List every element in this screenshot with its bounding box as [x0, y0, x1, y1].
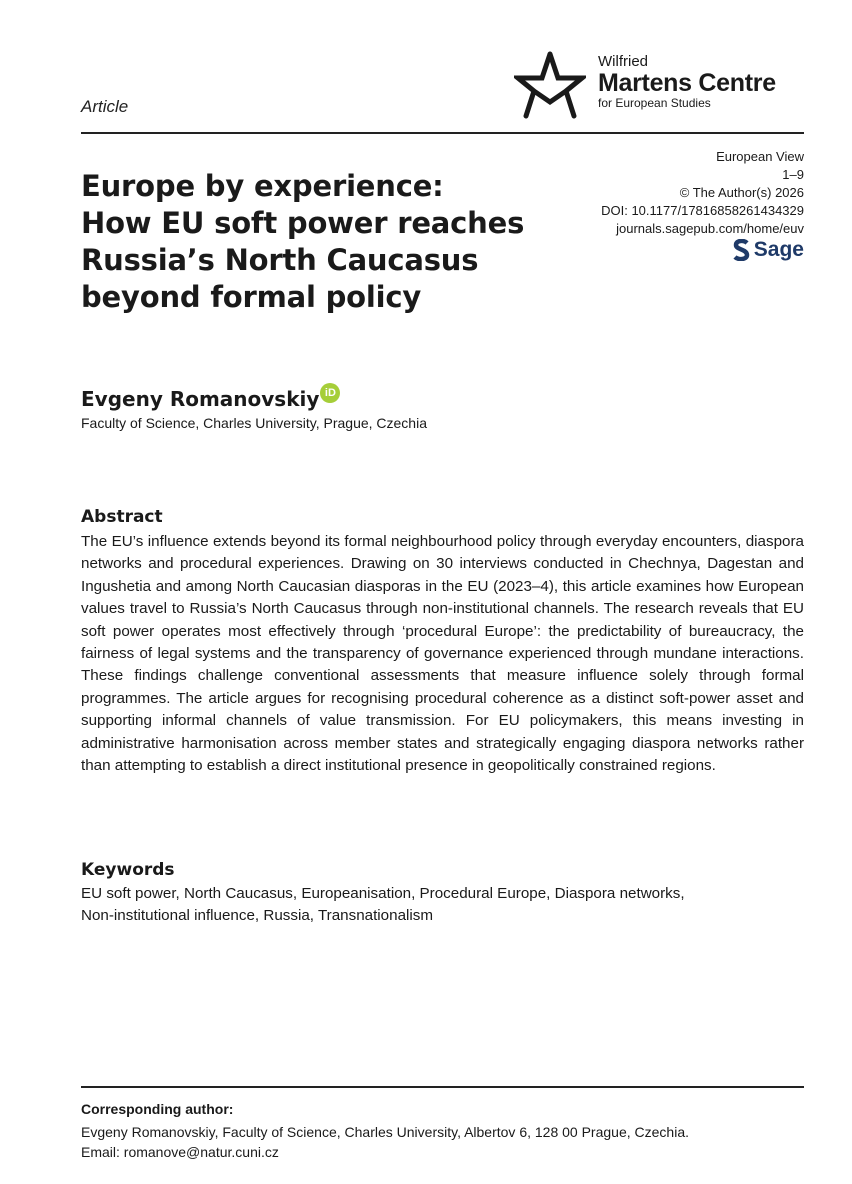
footer-divider [81, 1086, 804, 1088]
corresponding-email[interactable]: Email: romanove@natur.cuni.cz [81, 1144, 279, 1160]
title-line: Europe by experience: [81, 169, 444, 203]
author-name: Evgeny Romanovskiy [81, 387, 320, 411]
sage-logo [732, 238, 804, 262]
title-line: How EU soft power reaches [81, 206, 525, 240]
keywords-line: EU soft power, North Caucasus, Europeanisation, Procedural Europe, Diaspora networks, [81, 885, 685, 902]
corresponding-author-heading: Corresponding author: [81, 1101, 234, 1117]
journal-name: European View [716, 149, 804, 164]
orcid-icon[interactable]: iD [320, 383, 340, 403]
martens-centre-logo [514, 50, 804, 120]
publisher-name: Sage [753, 238, 804, 261]
corresponding-address: Evgeny Romanovskiy, Faculty of Science, Charles University, Albertov 6, 128 00 Prague, Czechia. [81, 1124, 689, 1140]
keywords-list [81, 883, 804, 928]
logo-line-3: for European Studies [598, 96, 711, 110]
logo-line-1: Wilfried [598, 53, 649, 70]
sage-s-icon [732, 239, 750, 261]
title-line: beyond formal policy [81, 280, 422, 314]
journal-url[interactable]: journals.sagepub.com/home/euv [616, 221, 804, 236]
article-title [81, 168, 541, 316]
keywords-heading: Keywords [81, 860, 175, 880]
keywords-line: Non-institutional influence, Russia, Transnationalism [81, 907, 434, 925]
logo-line-2: Martens Centre [598, 69, 776, 97]
author-block [81, 387, 340, 411]
star-m-icon [514, 50, 586, 122]
title-line: Russia’s North Caucasus [81, 243, 479, 277]
journal-pages: 1–9 [782, 167, 804, 182]
journal-info [601, 148, 804, 238]
header-divider [81, 132, 804, 134]
journal-doi[interactable]: DOI: 10.1177/17816858261434329 [601, 203, 804, 218]
corresponding-author-details [81, 1122, 689, 1162]
journal-copyright: © The Author(s) 2026 [679, 185, 804, 200]
logo-text [598, 54, 776, 110]
article-type-label: Article [81, 97, 129, 116]
author-affiliation: Faculty of Science, Charles University, Prague, Czechia [81, 415, 427, 431]
abstract-heading: Abstract [81, 507, 163, 527]
abstract-text: The EU’s influence extends beyond its formal neighbourhood policy through everyday encounters, diaspora networks and procedural experiences. Drawing on 30 interviews conducted in Chechnya, Dagestan and Ingushetia and among North Caucasian diasporas in the EU (2023–4), this article examines how European values travel to Russia’s North Caucasus through non-institutional channels. The research reveals that EU soft power operates most effectively through ‘procedural Europe’: the predictability of bureaucracy, the fairness of legal systems and the transparency of governance experienced through mundane interactions. These findings challenge conventional assessments that measure influence solely through formal programmes. The article argues for recognising procedural coherence as a distinct soft-power asset and supporting informal channels of value transmission. For EU policymakers, this means investing in administrative harmonisation across member states and strategically engaging diaspora networks rather than attempting to establish a direct institutional presence in geopolitically constrained regions. [81, 533, 804, 775]
